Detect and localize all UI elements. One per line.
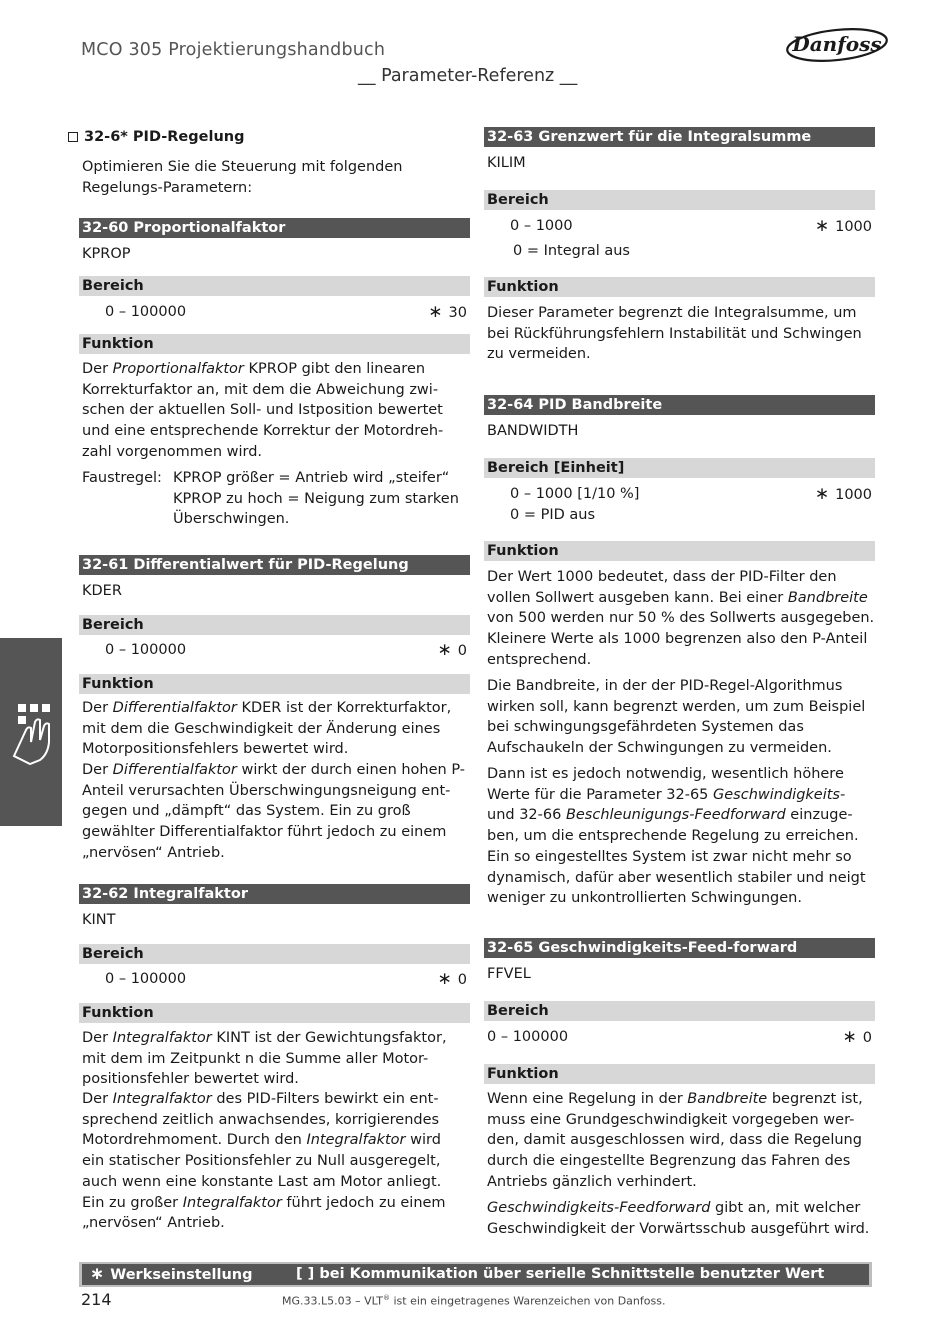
param-32-63-heading: 32-63 Grenzwert für die Integralsumme	[484, 127, 875, 147]
param-32-61-function-2: Der Differentialfaktor wirkt der durch einen hohen P- Anteil verursachten Überschwingungsneigung ent- gegen und „dämpft“ das System. Ein zu groß gewählter Differentialfaktor führt jedoch zu einem „nervösen“ Antrieb.	[82, 762, 466, 861]
param-32-60-function: Der Proportionalfaktor KPROP gibt den linearen Korrekturfaktor an, mit dem die Abweichung zwi- schen der aktuellen Soll- und Istposition bewertet und eine entsprechende Korrektur der Motordreh- zahl vorgenommen wird.	[82, 361, 444, 460]
param-32-64-function-3: Dann ist es jedoch notwendig, wesentlich höhere Werte für die Parameter 32-65 Geschwindigkeits- und 32-66 Beschleunigungs-Feedforward einzuge- ben, um die entsprechende Regelung zu erreichen. Ein so eingestelltes System ist zwar nicht mehr so dynamisch, dafür aber wesentlich stabiler und neigt weniger zu unkontrollierten Schwingungen.	[487, 766, 866, 907]
param-32-65-range: 0 – 100000 ∗ 0	[487, 1027, 872, 1047]
param-32-61-heading: 32-61 Differentialwert für PID-Regelung	[79, 555, 470, 575]
default-value: ∗ 0	[842, 1027, 872, 1047]
section-title: __ Parameter-Referenz __	[358, 66, 578, 86]
range-label: Bereich	[79, 615, 470, 635]
param-32-61-range: 0 – 100000 ∗ 0	[105, 640, 467, 660]
function-label: Funktion	[484, 1064, 875, 1084]
default-value: ∗ 0	[437, 640, 467, 660]
legend-default: ∗ Werkseinstellung	[90, 1264, 253, 1284]
document-title: MCO 305 Projektierungshandbuch	[81, 40, 386, 60]
param-32-60-range: 0 – 100000 ∗ 30	[105, 302, 467, 322]
range-label: Bereich	[484, 1001, 875, 1021]
param-32-65-heading: 32-65 Geschwindigkeits-Feed-forward	[484, 938, 875, 958]
range-label: Bereich	[79, 276, 470, 296]
param-32-64-range-note: 0 = PID aus	[510, 507, 596, 523]
hand-keypad-icon	[0, 638, 62, 826]
group-title: 32-6* PID-Regelung	[84, 129, 245, 145]
param-32-60-code: KPROP	[82, 246, 131, 262]
param-32-60-heading: 32-60 Proportionalfaktor	[79, 218, 470, 238]
param-32-63-code: KILIM	[487, 155, 526, 171]
range-unit-label: Bereich [Einheit]	[484, 458, 875, 478]
param-32-62-function-2: Der Integralfaktor des PID-Filters bewirkt ein ent- sprechend zeitlich anwachsendes, korrigierendes Motordrehmoment. Durch den Integralfaktor wird ein statischer Positionsfehler zu Null ausgeregelt, auch wenn eine konstante Last am Motor anliegt. Ein zu großer Integralfaktor führt jedoch zu einem „nervösen“ Antrieb.	[82, 1091, 446, 1232]
param-32-61-function-1: Der Differentialfaktor KDER ist der Korrekturfaktor, mit dem die Geschwindigkeit der Änderung eines Motorpositionsfehlers bewertet wird.	[82, 700, 452, 758]
param-32-65-code: FFVEL	[487, 966, 531, 982]
page-number: 214	[81, 1290, 112, 1309]
param-32-62-range: 0 – 100000 ∗ 0	[105, 969, 467, 989]
imprint: MG.33.L5.03 – VLT® ist ein eingetragenes Warenzeichen von Danfoss.	[282, 1294, 666, 1308]
svg-text:Danfoss: Danfoss	[792, 32, 882, 56]
group-heading	[79, 129, 467, 145]
rule-of-thumb: Faustregel: KPROP größer = Antrieb wird „steifer“ KPROP zu hoch = Neigung zum starken Überschwingen.	[82, 470, 459, 528]
param-32-62-function-1: Der Integralfaktor KINT ist der Gewichtungsfaktor, mit dem im Zeitpunkt n die Summe aller Motor- positionsfehler bewertet wird.	[82, 1030, 447, 1088]
function-label: Funktion	[79, 334, 470, 354]
legend-serial: [ ] bei Kommunikation über serielle Schnittstelle benutzter Wert	[296, 1266, 825, 1282]
function-label: Funktion	[484, 277, 875, 297]
param-32-64-heading: 32-64 PID Bandbreite	[484, 395, 875, 415]
square-bullet-icon	[68, 132, 78, 142]
chapter-side-tab	[0, 638, 62, 826]
param-32-64-code: BANDWIDTH	[487, 423, 579, 439]
function-label: Funktion	[484, 541, 875, 561]
range-label: Bereich	[484, 190, 875, 210]
param-32-65-function-2: Geschwindigkeits-Feedforward gibt an, mit welcher Geschwindigkeit der Vorwärtsschub ausgeführt wird.	[487, 1200, 870, 1237]
default-value: ∗ 1000	[814, 484, 872, 504]
function-label: Funktion	[79, 1003, 470, 1023]
param-32-62-heading: 32-62 Integralfaktor	[79, 884, 470, 904]
param-32-63-range: 0 – 1000 ∗ 1000	[510, 216, 872, 236]
function-label: Funktion	[79, 674, 470, 694]
param-32-64-function-1: Der Wert 1000 bedeutet, dass der PID-Filter den vollen Sollwert ausgeben kann. Bei einer Bandbreite von 500 werden nur 50 % des Sollwerts ausgegeben. Kleinere Werte als 1000 begrenzen also den P-Anteil entsprechend.	[487, 569, 875, 668]
range-label: Bereich	[79, 944, 470, 964]
default-value: ∗ 1000	[814, 216, 872, 236]
legend-bar	[79, 1262, 872, 1287]
param-32-65-function-1: Wenn eine Regelung in der Bandbreite begrenzt ist, muss eine Grundgeschwindigkeit vorgegeben wer- den, damit ausgeschlossen wird, dass die Regelung durch die eingestellte Begrenzung das Fahren des Antriebs gänzlich verhindert.	[487, 1091, 863, 1190]
default-value: ∗ 30	[428, 302, 467, 322]
param-32-64-function-2: Die Bandbreite, in der der PID-Regel-Algorithmus wirken soll, kann begrenzt werden, um zum Beispiel bei schwingungsgefährdeten Systemen das Aufschaukeln der Schwingungen zu vermeiden.	[487, 678, 866, 757]
param-32-63-function: Dieser Parameter begrenzt die Integralsumme, um bei Rückführungsfehlern Instabilität und Schwingen zu vermeiden.	[487, 305, 862, 363]
param-32-63-range-note: 0 = Integral aus	[513, 243, 630, 259]
default-value: ∗ 0	[437, 969, 467, 989]
param-32-64-range: 0 – 1000 [1/10 %] ∗ 1000	[510, 484, 872, 504]
param-32-62-code: KINT	[82, 912, 116, 928]
param-32-61-code: KDER	[82, 583, 122, 599]
danfoss-logo	[785, 22, 889, 64]
group-intro: Optimieren Sie die Steuerung mit folgenden Regelungs-Parametern:	[82, 159, 403, 196]
